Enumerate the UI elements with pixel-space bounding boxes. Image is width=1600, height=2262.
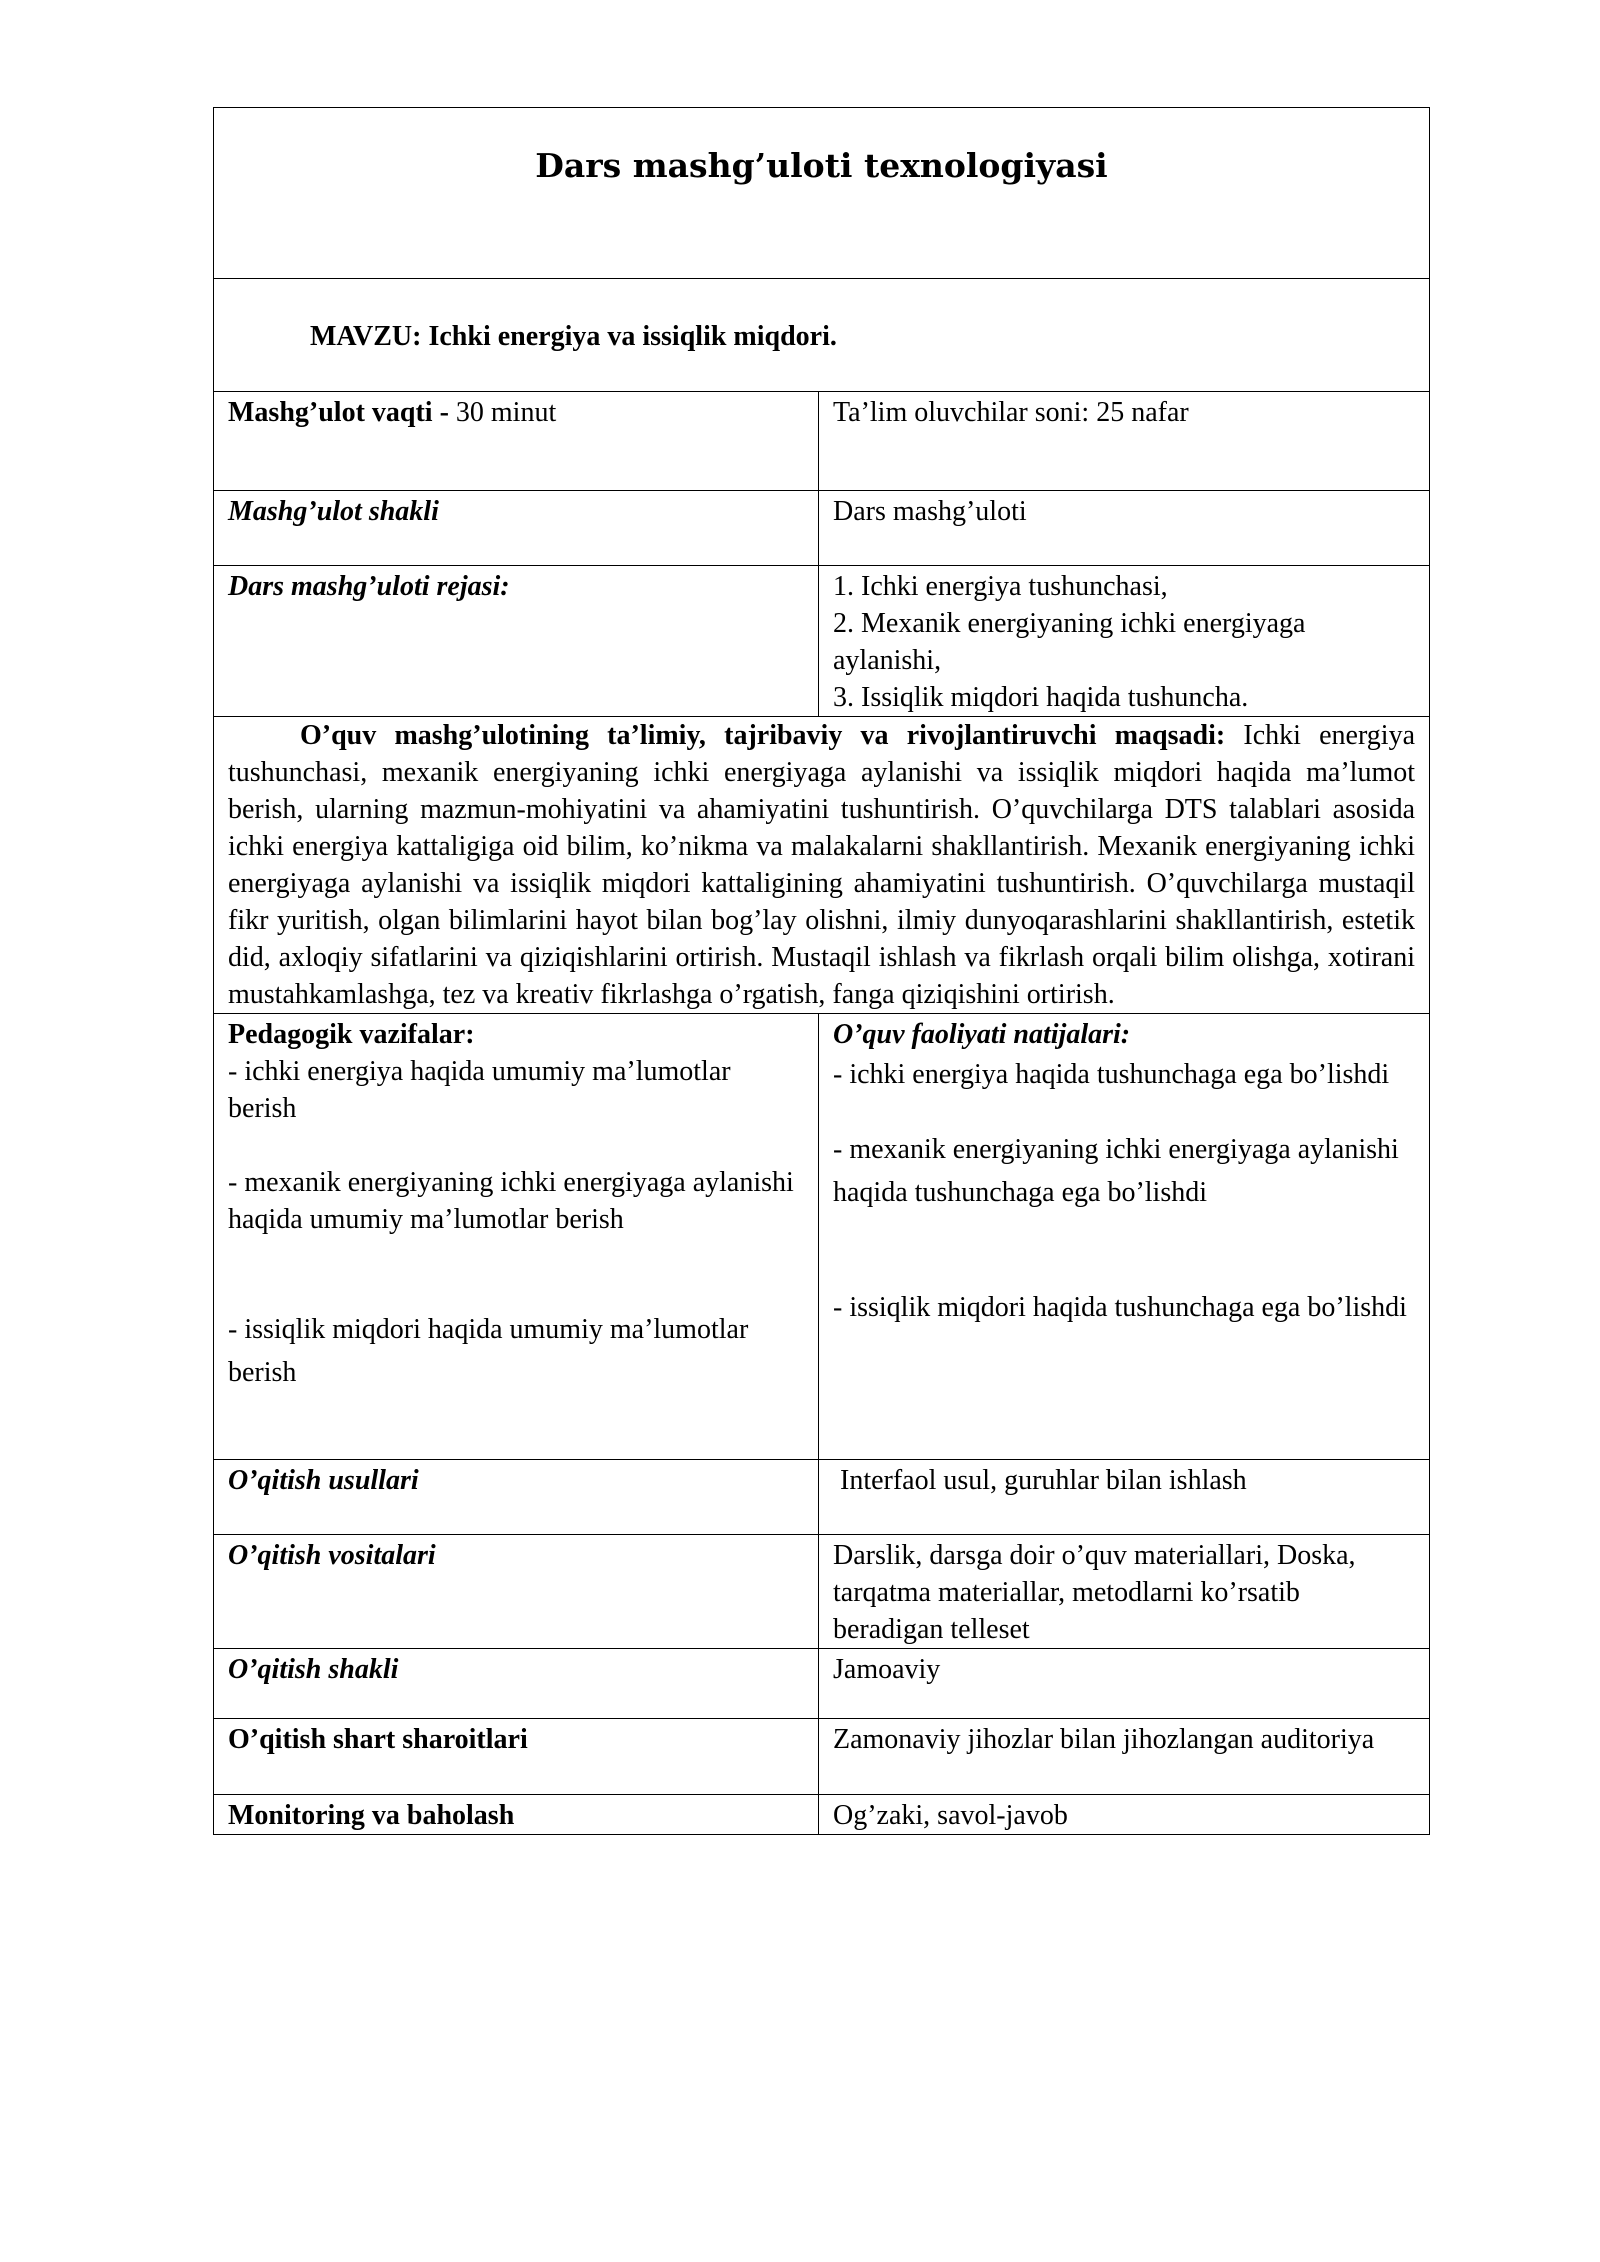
monitoring-label: Monitoring va baholash [228,1800,515,1831]
teach-form-value-cell [819,1649,1430,1719]
topic-row [214,279,1430,392]
task-item: - issiqlik miqdori haqida umumiy ma’lumotlar berish [228,1314,749,1388]
task-item: - mexanik energiyaning ichki energiyaga aylanishi haqida umumiy ma’lumotlar berish [228,1167,794,1235]
form-row [214,491,1430,566]
goal-text: Ichki energiya tushunchasi, mexanik energiyaning ichki energiyaga aylanishi va issiqlik miqdori haqida ma’lumot berish, ularning mazmun-mohiyatini va ahamiyatini tushuntirish. O’quvchilarga DTS talablari asosida ichki energiya kattaligiga oid bilim, ko’nikma va malakalarni shakllantirish. Mexanik energiyaning ichki energiyaga aylanishi va issiqlik miqdori kattaligining ahamiyatini tushuntirish. O’quvchilarga mustaqil fikr yuritish, olgan bilimlarini hayot bilan bog’lay olishni, ilmiy dunyoqarashlarini shakllantirish, estetik did, axloqiy sifatlarini va qiziqishlarini ortirish. Mustaqil ishlash va fikrlash orqali bilim olishga, xotirani mustahkamlashga, tez va kreativ fikrlashga o’rgatish, fanga qiziqishini ortirish. [228,720,1415,1010]
time-value: 30 minut [448,397,557,428]
tools-label-cell [214,1535,819,1649]
plan-row [214,566,1430,717]
students-cell [819,392,1430,491]
tasks-cell [214,1014,819,1460]
form-value-cell [819,491,1430,566]
tools-row [214,1535,1430,1649]
task-item: - ichki energiya haqida umumiy ma’lumotlar berish [228,1056,731,1124]
plan-item: 2. Mexanik energiyaning ichki energiyaga aylanishi, [833,608,1306,676]
monitoring-value-cell [819,1795,1430,1835]
teach-form-label: O’qitish shakli [228,1654,399,1685]
students-count: Ta’lim oluvchilar soni: 25 nafar [833,397,1189,428]
methods-label-cell [214,1460,819,1535]
tasks-row [214,1014,1430,1460]
goal-label: O’quv mashg’ulotining ta’limiy, tajribaviy va rivojlantiruvchi maqsadi: [300,720,1226,751]
goal-cell [214,717,1430,1014]
teach-form-row [214,1649,1430,1719]
results-cell [819,1014,1430,1460]
goal-row [214,717,1430,1014]
tools-label: O’qitish vositalari [228,1540,436,1571]
methods-label: O’qitish usullari [228,1465,419,1496]
plan-item: 3. Issiqlik miqdori haqida tushuncha. [833,682,1249,713]
monitoring-row [214,1795,1430,1835]
plan-item: 1. Ichki energiya tushunchasi, [833,571,1168,602]
conditions-value: Zamonaviy jihozlar bilan jihozlangan auditoriya [833,1724,1375,1755]
methods-value: Interfaol usul, guruhlar bilan ishlash [833,1465,1247,1496]
methods-row [214,1460,1430,1535]
title-cell [214,108,1430,279]
form-label-cell [214,491,819,566]
title-row [214,108,1430,279]
result-item: - issiqlik miqdori haqida tushunchaga ega bo’lishdi [833,1292,1407,1323]
plan-label-cell [214,566,819,717]
tools-value-cell [819,1535,1430,1649]
lesson-plan-table [213,107,1430,1835]
form-label: Mashg’ulot shakli [228,496,439,527]
teach-form-label-cell [214,1649,819,1719]
methods-value-cell [819,1460,1430,1535]
conditions-label-cell [214,1719,819,1795]
monitoring-label-cell [214,1795,819,1835]
tasks-label: Pedagogik vazifalar: [228,1019,475,1050]
conditions-value-cell [819,1719,1430,1795]
time-row [214,392,1430,491]
tools-value: Darslik, darsga doir o’quv materiallari, Doska, tarqatma materiallar, metodlarni ko’rsatib beradigan telleset [833,1540,1356,1645]
plan-label: Dars mashg’uloti rejasi: [228,571,510,602]
results-label: O’quv faoliyati natijalari: [833,1019,1131,1050]
conditions-label: O’qitish shart sharoitlari [228,1724,528,1755]
time-cell [214,392,819,491]
topic-text: MAVZU: Ichki energiya va issiqlik miqdori. [310,320,837,352]
time-label: Mashg’ulot vaqti - [228,397,449,428]
teach-form-value: Jamoaviy [833,1654,941,1685]
result-item: - ichki energiya haqida tushunchaga ega bo’lishdi [833,1059,1390,1090]
result-item: - mexanik energiyaning ichki energiyaga aylanishi haqida tushunchaga ega bo’lishdi [833,1134,1399,1208]
form-value: Dars mashg’uloti [833,496,1027,527]
monitoring-value: Og’zaki, savol-javob [833,1800,1068,1831]
topic-cell [214,279,1430,392]
conditions-row [214,1719,1430,1795]
document-title: Dars mashg’uloti texnologiyasi [535,146,1108,185]
plan-items-cell [819,566,1430,717]
